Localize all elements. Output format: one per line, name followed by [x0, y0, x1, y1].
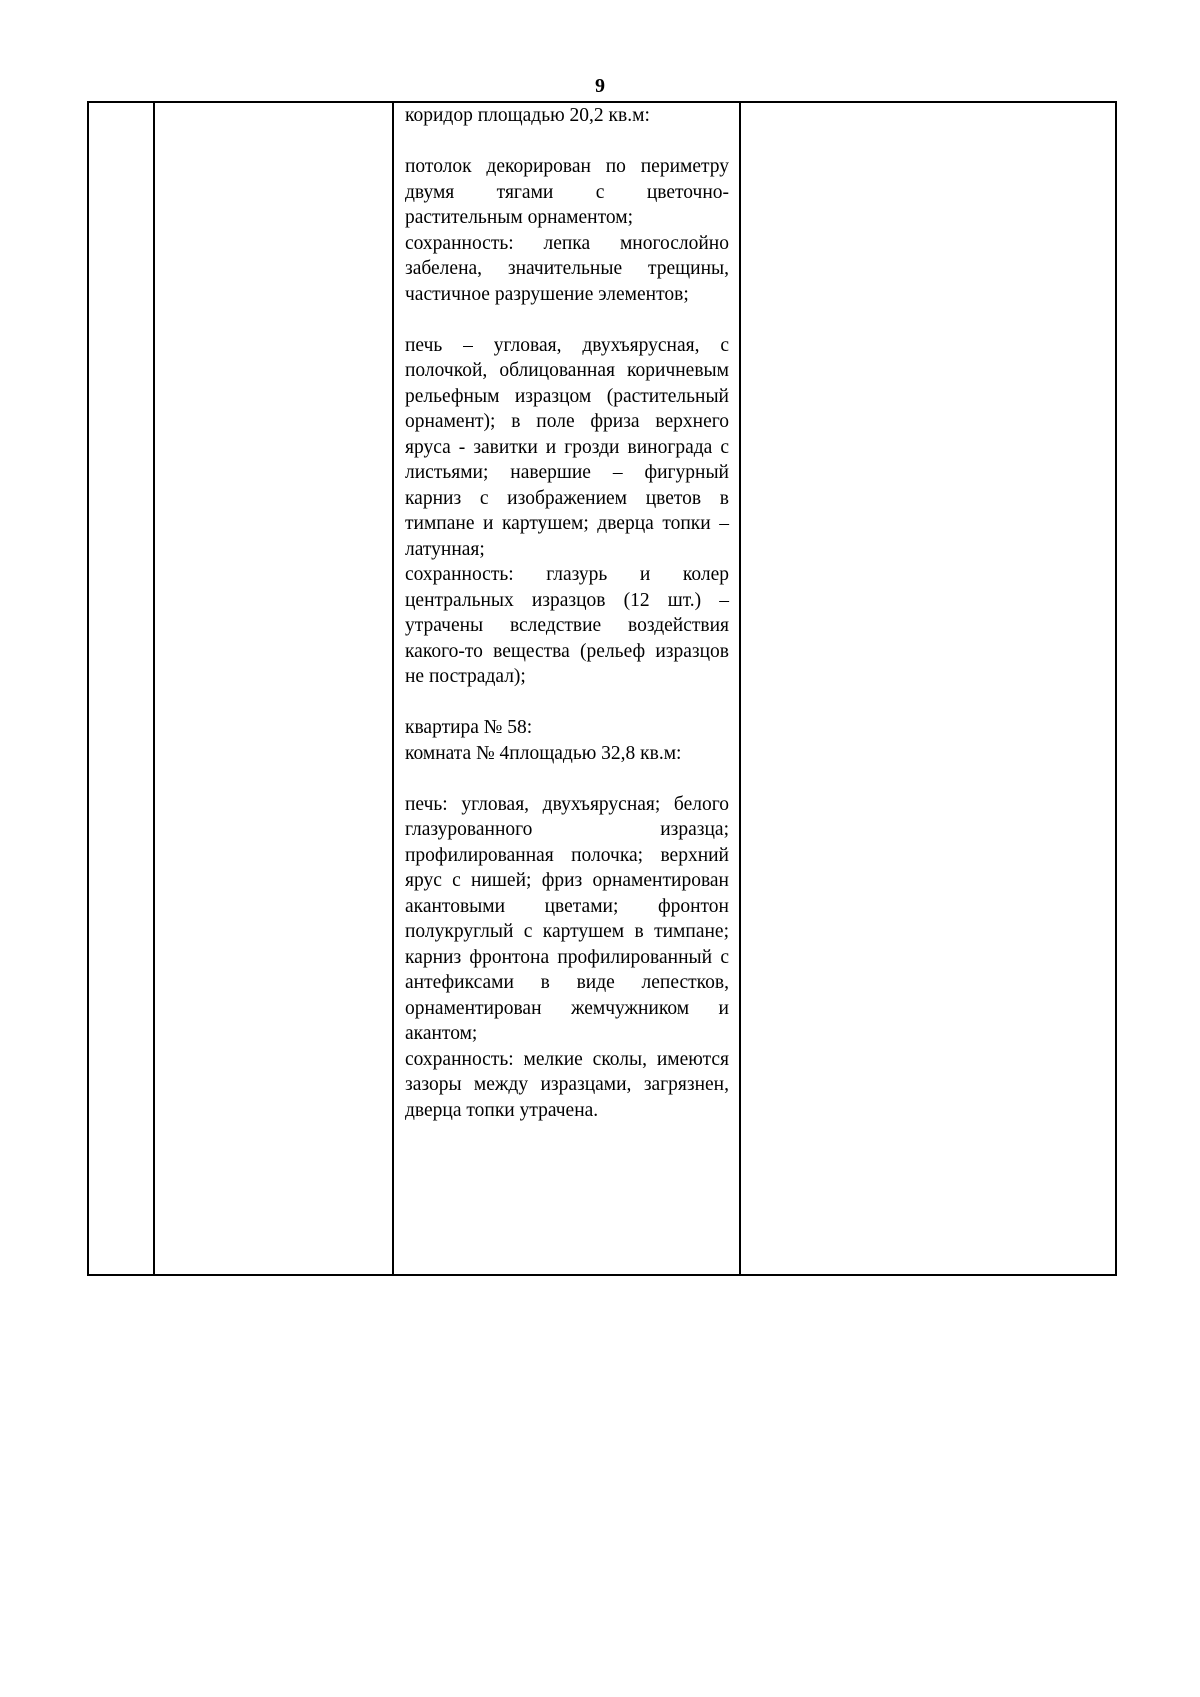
- table-cell-description: [393, 102, 740, 1275]
- table-cell-col-2: [154, 102, 393, 1275]
- paragraph-gap: [405, 129, 729, 155]
- paragraph-gap: [405, 690, 729, 716]
- table-cell-col-4: [740, 102, 1116, 1275]
- description-text: [394, 103, 739, 1123]
- table-cell-col-1: [88, 102, 154, 1275]
- paragraph: сохранность: лепка многослойно забелена, значительные трещины, частичное разрушение элементов;: [405, 232, 729, 305]
- table-row: [88, 102, 1116, 1275]
- paragraph-gap: [405, 766, 729, 792]
- register-table: [87, 101, 1117, 1276]
- paragraph: сохранность: глазурь и колер центральных изразцов (12 шт.) – утрачены вследствие воздействия какого-то вещества (рельеф изразцов не пострадал);: [405, 564, 729, 687]
- paragraph-gap: [405, 307, 729, 333]
- paragraph: коридор площадью 20,2 кв.м:: [405, 105, 650, 126]
- page-number: 9: [595, 75, 605, 97]
- paragraph: печь – угловая, двухъярусная, с полочкой, облицованная коричневым рельефным изразцом (растительный орнамент); в поле фриза верхнего яруса - завитки и грозди винограда с листьями; навершие – фигурный карниз с изображением цветов в тимпане и картушем; дверца топки – латунная;: [405, 334, 729, 560]
- paragraph: комната № 4площадью 32,8 кв.м:: [405, 742, 682, 764]
- paragraph: квартира № 58:: [405, 717, 533, 738]
- paragraph: сохранность: мелкие сколы, имеются зазоры между изразцами, загрязнен, дверца топки утрачена.: [405, 1048, 729, 1121]
- paragraph: печь: угловая, двухъярусная; белого глазурованного изразца; профилированная полочка; верхний ярус с нишей; фриз орнаментирован акантовыми цветами; фронтон полукруглый с картушем в тимпане; карниз фронтона профилированный с антефиксами в виде лепестков, орнаментирован жемчужником и акантом;: [405, 793, 729, 1044]
- paragraph: потолок декорирован по периметру двумя тягами с цветочно-растительным орнаментом;: [405, 156, 729, 228]
